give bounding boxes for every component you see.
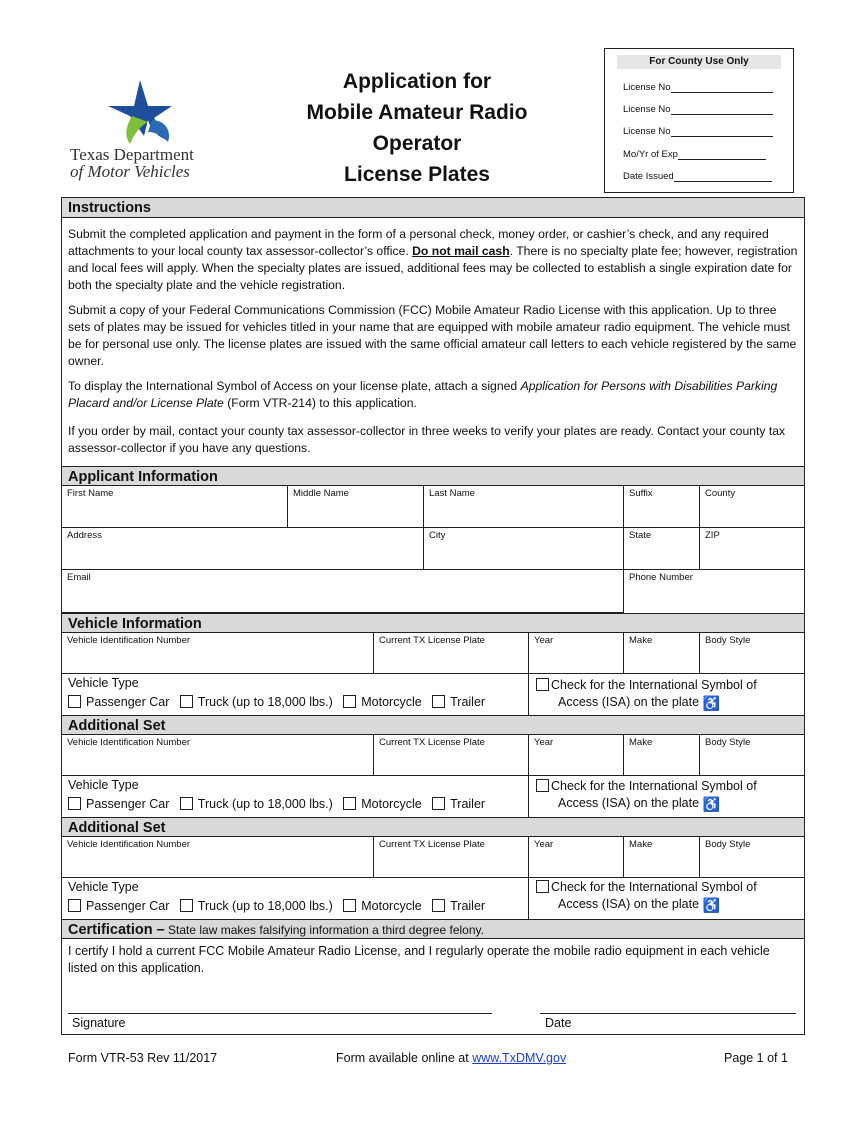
logo-swoosh-blue xyxy=(148,120,169,142)
isa-checkbox-2[interactable]: Check for the International Symbol of Access (ISA) on the plate ♿ xyxy=(536,778,757,813)
county-field[interactable]: County xyxy=(700,486,804,528)
certification-heading: Certification – State law makes falsifying information a third degree felony. xyxy=(62,919,804,939)
page-title xyxy=(282,66,552,190)
wheelchair-icon: ♿ xyxy=(702,695,720,711)
additional-set-2-heading: Additional Set xyxy=(62,817,804,837)
year-field-3[interactable]: Year xyxy=(529,837,624,878)
wheelchair-icon: ♿ xyxy=(702,897,720,913)
motorcycle-checkbox-2[interactable]: Motorcycle xyxy=(343,797,421,811)
agency-line2: of Motor Vehicles xyxy=(70,162,190,181)
agency-line1: Texas Department xyxy=(70,145,194,164)
additional-set-1-heading: Additional Set xyxy=(62,715,804,735)
year-field[interactable]: Year xyxy=(529,633,624,674)
application-form xyxy=(61,197,805,1035)
vin-field-3[interactable]: Vehicle Identification Number xyxy=(62,837,374,878)
vehicle-type-label-2: Vehicle Type xyxy=(68,778,139,792)
county-exp-date[interactable]: Mo/Yr of Exp xyxy=(623,149,766,160)
date-line[interactable] xyxy=(540,1013,796,1014)
county-license-no-3[interactable]: License No xyxy=(623,126,773,137)
truck-checkbox-3[interactable]: Truck (up to 18,000 lbs.) xyxy=(180,899,333,913)
vehicle-type-cell xyxy=(62,674,529,715)
body-style-field[interactable]: Body Style xyxy=(700,633,804,674)
wheelchair-icon: ♿ xyxy=(702,796,720,812)
truck-checkbox-2[interactable]: Truck (up to 18,000 lbs.) xyxy=(180,797,333,811)
county-date-issued[interactable]: Date Issued xyxy=(623,171,772,182)
plate-field-3[interactable]: Current TX License Plate xyxy=(374,837,529,878)
passenger-car-checkbox-2[interactable]: Passenger Car xyxy=(68,797,169,811)
agency-name xyxy=(70,146,194,180)
body-style-field-2[interactable]: Body Style xyxy=(700,735,804,776)
county-license-no-1[interactable]: License No xyxy=(623,82,773,93)
vehicle-type-options-2 xyxy=(68,797,485,811)
email-field[interactable]: Email xyxy=(62,570,624,613)
year-field-2[interactable]: Year xyxy=(529,735,624,776)
isa-checkbox[interactable]: Check for the International Symbol of Access (ISA) on the plate ♿ xyxy=(536,677,757,712)
vehicle-info-heading: Vehicle Information xyxy=(62,613,804,633)
state-field[interactable]: State xyxy=(624,528,700,570)
trailer-checkbox[interactable]: Trailer xyxy=(432,695,485,709)
instructions-paragraph-4: If you order by mail, contact your county tax assessor-collector in three weeks to verify your plates are ready. Contact your county tax assessor-collector if you have any questions. xyxy=(68,424,786,455)
middle-name-field[interactable]: Middle Name xyxy=(288,486,424,528)
instructions-paragraph-1: Submit the completed application and payment in the form of a personal check, money order, or cashier’s check, and any required attachments to your local county tax assessor-collector’s office. Do not mail cash. There is no specialty plate fee; however, registration and local fees will apply. When the specialty plates are issued, additional fees may be collected to establish a single expiration date for both the specialty plate and the vehicle registration. xyxy=(68,227,798,292)
make-field[interactable]: Make xyxy=(624,633,700,674)
make-field-2[interactable]: Make xyxy=(624,735,700,776)
vin-field[interactable]: Vehicle Identification Number xyxy=(62,633,374,674)
trailer-checkbox-3[interactable]: Trailer xyxy=(432,899,485,913)
county-use-box xyxy=(604,48,794,193)
trailer-checkbox-2[interactable]: Trailer xyxy=(432,797,485,811)
passenger-car-checkbox-3[interactable]: Passenger Car xyxy=(68,899,169,913)
signature-line[interactable] xyxy=(68,1013,492,1014)
form-online-note: Form available online at www.TxDMV.gov xyxy=(336,1051,567,1065)
title-line4: License Plates xyxy=(344,163,490,186)
instructions-paragraph-3: To display the International Symbol of Access on your license plate, attach a signed Application for Persons with Disabilities Parking Placard and/or License Plate (Form VTR-214) to this application. xyxy=(68,379,778,410)
title-line3: Operator xyxy=(372,132,462,155)
title-line1: Application for xyxy=(342,70,492,93)
zip-field[interactable]: ZIP xyxy=(700,528,804,570)
county-license-no-2[interactable]: License No xyxy=(623,104,773,115)
instructions-heading: Instructions xyxy=(62,198,804,218)
signature-label: Signature xyxy=(72,1016,126,1030)
plate-field[interactable]: Current TX License Plate xyxy=(374,633,529,674)
county-use-heading: For County Use Only xyxy=(617,55,781,69)
last-name-field[interactable]: Last Name xyxy=(424,486,624,528)
page-number: Page 1 of 1 xyxy=(724,1051,788,1065)
first-name-field[interactable]: First Name xyxy=(62,486,288,528)
phone-field[interactable]: Phone Number xyxy=(629,572,693,583)
address-field[interactable]: Address xyxy=(62,528,424,570)
motorcycle-checkbox[interactable]: Motorcycle xyxy=(343,695,421,709)
plate-field-2[interactable]: Current TX License Plate xyxy=(374,735,529,776)
passenger-car-checkbox[interactable]: Passenger Car xyxy=(68,695,169,709)
date-label: Date xyxy=(545,1016,572,1030)
body-style-field-3[interactable]: Body Style xyxy=(700,837,804,878)
vehicle-type-options xyxy=(68,695,485,709)
truck-checkbox[interactable]: Truck (up to 18,000 lbs.) xyxy=(180,695,333,709)
certification-text: I certify I hold a current FCC Mobile Amateur Radio License, and I regularly operate the mobile radio equipment in each vehicle listed on this application. xyxy=(68,944,770,975)
city-field[interactable]: City xyxy=(424,528,624,570)
form-number: Form VTR-53 Rev 11/2017 xyxy=(68,1051,218,1065)
vehicle-type-options-3 xyxy=(68,899,485,913)
title-line2: Mobile Amateur Radio xyxy=(306,101,528,124)
instructions-paragraph-2: Submit a copy of your Federal Communications Commission (FCC) Mobile Amateur Radio License with this application. Up to three sets of plates may be issued for vehicles titled in your name that are equipped with mobile amateur radio equipment. The vehicle must be for personal use only. The license plates are issued with the same official amateur call letters to each vehicle registered by the same owner. xyxy=(68,303,797,368)
vehicle-type-label-3: Vehicle Type xyxy=(68,880,139,894)
motorcycle-checkbox-3[interactable]: Motorcycle xyxy=(343,899,421,913)
make-field-3[interactable]: Make xyxy=(624,837,700,878)
vehicle-type-label: Vehicle Type xyxy=(68,676,139,690)
vehicle-type-cell-2 xyxy=(62,776,529,817)
applicant-heading: Applicant Information xyxy=(62,466,804,486)
txdmv-link[interactable]: www.TxDMV.gov xyxy=(472,1051,567,1065)
vin-field-2[interactable]: Vehicle Identification Number xyxy=(62,735,374,776)
vehicle-type-cell-3 xyxy=(62,878,529,919)
isa-checkbox-3[interactable]: Check for the International Symbol of Access (ISA) on the plate ♿ xyxy=(536,879,757,914)
suffix-field[interactable]: Suffix xyxy=(624,486,700,528)
